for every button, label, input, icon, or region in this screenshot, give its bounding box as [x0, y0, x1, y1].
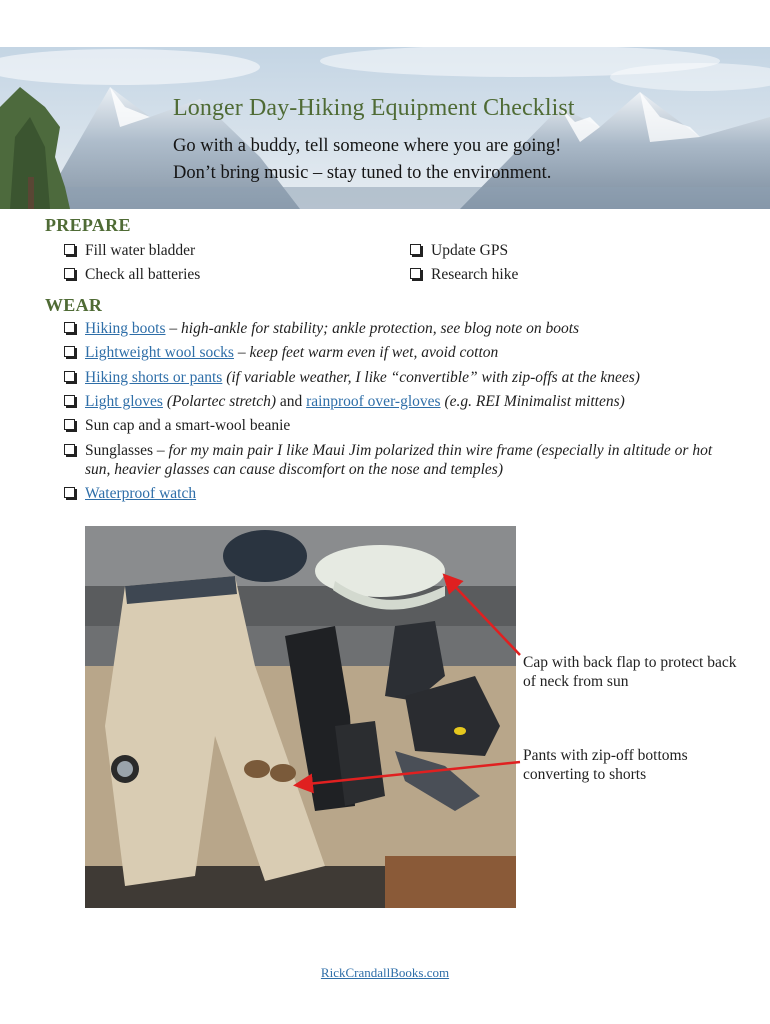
checklist-item-gloves — [85, 392, 745, 411]
checkbox-icon[interactable] — [64, 322, 75, 333]
waterproof-watch-link[interactable]: Waterproof watch — [85, 485, 197, 502]
subtitle-line-2: Don’t bring music – stay tuned to the environment. — [173, 163, 552, 183]
item-text: Sun cap and a smart-wool beanie — [85, 417, 291, 434]
checklist-item-watch — [85, 484, 745, 503]
light-gloves-link[interactable]: Light gloves — [85, 393, 163, 410]
section-heading-prepare: PREPARE — [45, 215, 131, 235]
footer — [0, 965, 770, 981]
checkbox-icon[interactable] — [64, 268, 75, 279]
checklist-item: Check all batteries — [85, 266, 201, 283]
checkbox-icon[interactable] — [64, 487, 75, 498]
checkbox-icon[interactable] — [64, 371, 75, 382]
mountain-scene-image — [0, 47, 770, 209]
gear-photo — [85, 526, 516, 908]
checklist-item: Update GPS — [431, 242, 509, 259]
website-link[interactable]: RickCrandallBooks.com — [320, 965, 450, 980]
item-connector: and — [276, 393, 307, 410]
item-text: Sunglasses — [85, 442, 154, 459]
checkbox-icon[interactable] — [64, 244, 75, 255]
rainproof-overgloves-link[interactable]: rainproof over-gloves — [306, 393, 441, 410]
checklist-item: Research hike — [431, 266, 519, 283]
hiking-boots-link[interactable]: Hiking boots — [85, 320, 166, 337]
checkbox-icon[interactable] — [64, 444, 75, 455]
section-heading-wear: WEAR — [45, 295, 103, 315]
checklist-item: Fill water bladder — [85, 242, 196, 259]
callout-pants: Pants with zip-off bottoms converting to shorts — [523, 747, 688, 783]
callout-cap: Cap with back flap to protect back of neck from sun — [523, 654, 737, 690]
checkbox-icon[interactable] — [410, 244, 421, 255]
subtitle-line-1: Go with a buddy, tell someone where you are going! — [173, 136, 562, 156]
checklist-item-pants — [85, 368, 745, 387]
item-note: – for my main pair I like Maui Jim polarized thin wire frame (especially in altitude or hot sun, heavier glasses can cause discomfort on the nose and temples) — [85, 442, 713, 478]
header-banner — [0, 47, 770, 209]
item-note: (Polartec stretch) — [162, 393, 276, 410]
checkbox-icon[interactable] — [64, 346, 75, 357]
page-title: Longer Day-Hiking Equipment Checklist — [173, 95, 575, 121]
item-note: – keep feet warm even if wet, avoid cotton — [233, 344, 499, 361]
checklist-item-cap — [85, 416, 745, 435]
checklist-item-socks — [85, 343, 745, 362]
wool-socks-link[interactable]: Lightweight wool socks — [85, 344, 234, 361]
checkbox-icon[interactable] — [410, 268, 421, 279]
checklist-item-sunglasses — [85, 441, 735, 479]
item-note: – high-ankle for stability; ankle protection, see blog note on boots — [165, 320, 580, 337]
checkbox-icon[interactable] — [64, 419, 75, 430]
item-note: (e.g. REI Minimalist mittens) — [440, 393, 625, 410]
checklist-item-boots — [85, 319, 745, 338]
hiking-pants-link[interactable]: Hiking shorts or pants — [85, 369, 223, 386]
checkbox-icon[interactable] — [64, 395, 75, 406]
item-note: (if variable weather, I like “convertible” with zip-offs at the knees) — [222, 369, 640, 386]
